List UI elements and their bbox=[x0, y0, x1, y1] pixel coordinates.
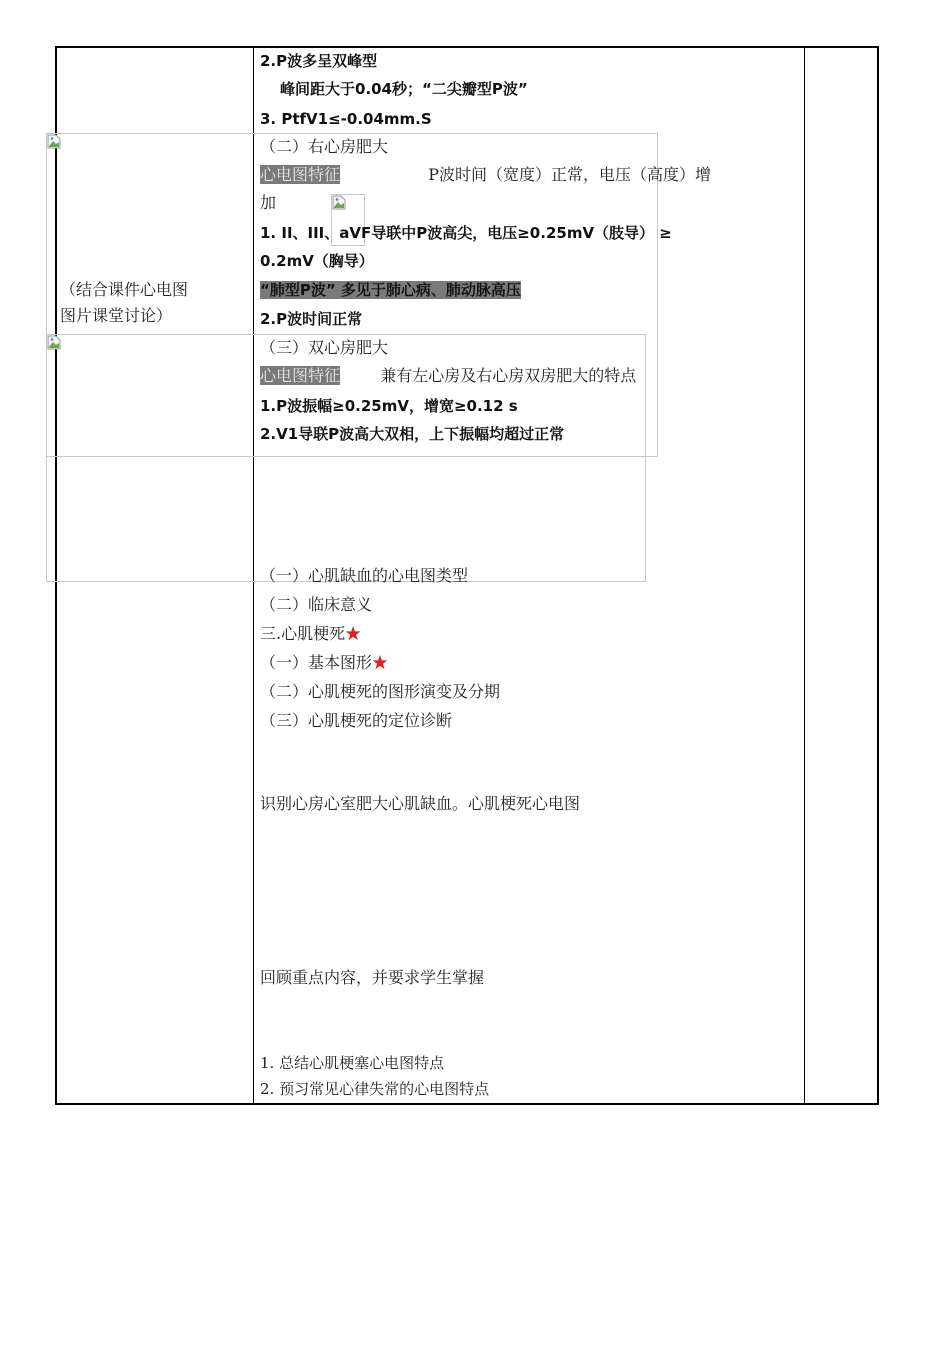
right-atrium-feature-row bbox=[260, 164, 711, 186]
left-note-line-2: 图片课堂讨论） bbox=[60, 306, 173, 325]
left-atrium-point-3: 3. PtfV1≤-0.04mm.S bbox=[260, 110, 432, 128]
homework-item-2: 2. 预习常见心律失常的心电图特点 bbox=[260, 1080, 490, 1098]
ischemia-types: （一）心肌缺血的心电图类型 bbox=[260, 566, 469, 585]
clinical-significance: （二）临床意义 bbox=[260, 595, 373, 614]
right-atrium-heading: （二）右心房肥大 bbox=[260, 137, 389, 156]
broken-image-icon bbox=[47, 134, 61, 149]
biatrial-point-1: 1.P波振幅≥0.25mV，增宽≥0.12 s bbox=[260, 397, 518, 415]
left-atrium-point-2: 2.P波多呈双峰型 bbox=[260, 52, 378, 70]
identify-ecg: 识别心房心室肥大心肌缺血。心肌梗死心电图 bbox=[260, 794, 581, 813]
right-atrium-description-cont: 加 bbox=[260, 193, 277, 212]
right-atrium-description: P波时间（宽度）正常，电压（高度）增 bbox=[428, 165, 711, 184]
left-note-line-1: （结合课件心电图 bbox=[60, 280, 189, 299]
infarction-title: 三.心肌梗死 bbox=[260, 624, 346, 643]
right-atrium-point-1-cont: 0.2mV（胸导） bbox=[260, 252, 374, 270]
biatrial-heading: （三）双心房肥大 bbox=[260, 338, 389, 357]
star-icon: ★ bbox=[345, 624, 362, 643]
ecg-feature-label: 心电图特征 bbox=[260, 366, 341, 385]
basic-pattern bbox=[260, 652, 388, 674]
broken-image-icon bbox=[47, 335, 61, 350]
basic-pattern-label: （一）基本图形 bbox=[260, 653, 373, 672]
pulmonary-p-wave-note bbox=[260, 279, 521, 301]
infarction-localization: （三）心肌梗死的定位诊断 bbox=[260, 711, 453, 730]
left-atrium-point-2-detail: 峰间距大于0.04秒；“二尖瓣型P波” bbox=[280, 80, 528, 98]
pulmonary-p-wave-highlight: “肺型P波” 多见于肺心病、肺动脉高压 bbox=[260, 281, 521, 299]
column-divider-right bbox=[804, 46, 805, 1105]
review-key-points: 回顾重点内容，并要求学生掌握 bbox=[260, 968, 485, 987]
right-atrium-point-2: 2.P波时间正常 bbox=[260, 310, 363, 328]
homework-item-1: 1. 总结心肌梗塞心电图特点 bbox=[260, 1054, 445, 1072]
biatrial-point-2: 2.V1导联P波高大双相，上下振幅均超过正常 bbox=[260, 425, 565, 443]
infarction-evolution: （二）心肌梗死的图形演变及分期 bbox=[260, 682, 501, 701]
infarction-heading bbox=[260, 623, 361, 645]
star-icon: ★ bbox=[372, 653, 389, 672]
ecg-feature-label: 心电图特征 bbox=[260, 165, 341, 184]
broken-image-icon bbox=[332, 195, 346, 210]
right-atrium-point-1: 1. II、III、aVF导联中P波高尖，电压≥0.25mV（肢导） ≥ bbox=[260, 224, 672, 242]
biatrial-feature-row bbox=[260, 365, 636, 387]
biatrial-description: 兼有左心房及右心房双房肥大的特点 bbox=[380, 366, 637, 385]
